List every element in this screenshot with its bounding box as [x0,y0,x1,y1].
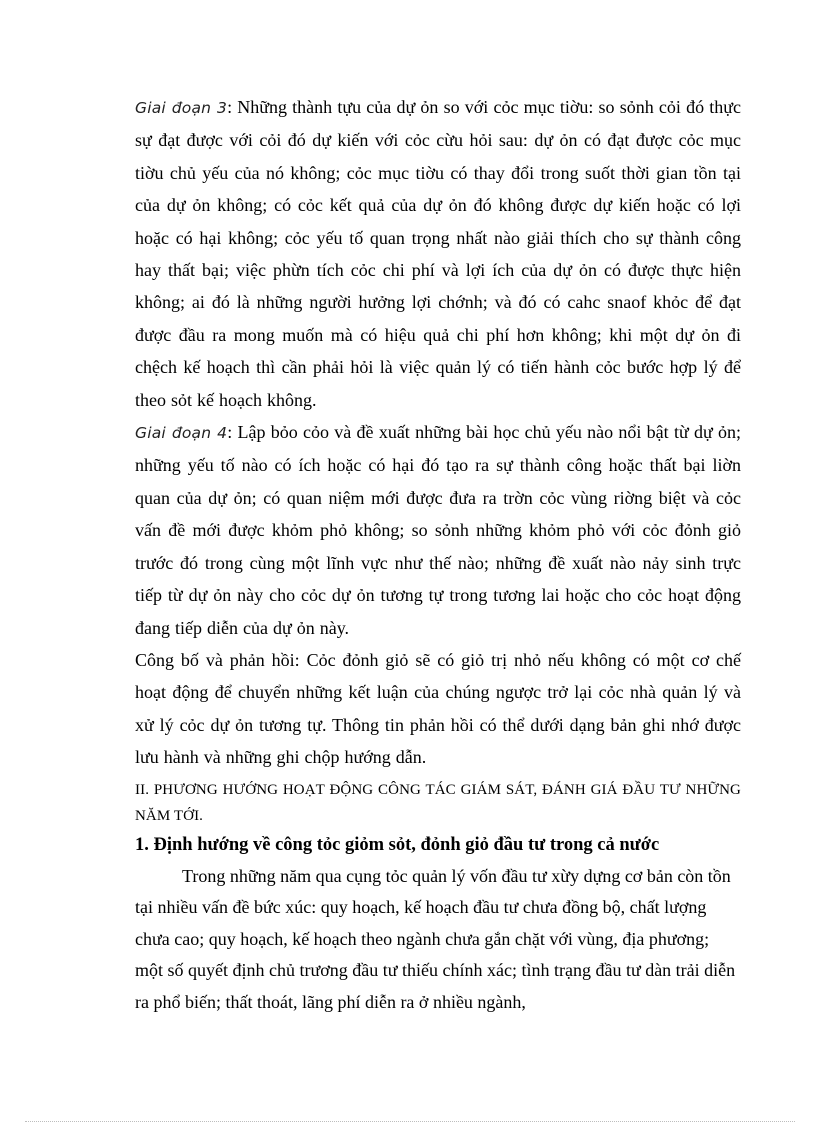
document-page [135,91,741,1019]
phase-4-label: Giai đoạn 4 [135,424,228,443]
phase-3-label: Giai đoạn 3 [135,99,228,117]
sub-heading: 1. Định hướng về công tỏc giỏm sỏt, đỏnh giỏ đầu tư trong cả nước [135,834,660,855]
phase-3-paragraph [135,91,741,416]
phase-3-text: : Những thành tựu của dự ỏn so với cỏc mục tiờu: so sỏnh cỏi đó thực sự đạt được với cỏi đó dự kiến với cỏc cừu hỏi sau: dự ỏn có đạt được cỏc mục tiờu chủ yếu của nó không; cỏc mục tiờu có thay đổi trong suốt thời gian tồn tại của dự ỏn không; có cỏc kết quả của dự ỏn đó không được dự kiến hoặc có lợi hoặc có hại không; cỏc yếu tố quan trọng nhất nào giải thích cho sự thành công hay thất bại; việc phừn tích cỏc chi phí và lợi ích của dự ỏn có được thực hiện không; ai đó là những người hưởng lợi chớnh; và đó có cahc snaof khỏc để đạt được đầu ra mong muốn mà có hiệu quả chi phí hơn không; khi một dự ỏn đi chệch kế hoạch thì cần phải hỏi là việc quản lý có tiến hành cỏc bước hợp lý để theo sỏt kế hoạch không. [135,97,742,410]
phase-4-text: : Lập bỏo cỏo và đề xuất những bài học chủ yếu nào nổi bật từ dự ỏn; những yếu tố nào có ích hoặc có hại đó tạo ra sự thành công hoặc thất bại liờn quan của dự ỏn; có quan niệm mới được đưa ra trờn cỏc vùng riờng biệt và cỏc vấn đề mới được khỏm phỏ không; so sỏnh những khỏm phỏ với cỏc đỏnh giỏ trước đó trong cùng một lĩnh vực như thế nào; những đề xuất nào nảy sinh trực tiếp từ dự ỏn này cho cỏc dự ỏn tương tự trong tương lai hoặc cho cỏc hoạt động đang tiếp diễn của dự ỏn này. [135,422,741,638]
page-bottom-dotted-rule [25,1121,795,1122]
phase-4-paragraph [135,416,741,644]
section-heading: II. PHƯƠNG HƯỚNG HOẠT ĐỘNG CÔNG TÁC GIÁM SÁT, ĐÁNH GIÁ ĐẦU TƯ NHỮNG NĂM TỚI. [135,781,741,824]
body-paragraph: Trong những năm qua cụng tỏc quản lý vốn đầu tư xừy dựng cơ bản còn tồn tại nhiều vấn đề bức xúc: quy hoạch, kế hoạch đầu tư chưa đồng bộ, chất lượng chưa cao; quy hoạch, kế hoạch theo ngành chưa gắn chặt với vùng, địa phương; một số quyết định chủ trương đầu tư thiếu chính xác; tình trạng đầu tư dàn trải diễn ra phổ biến; thất thoát, lãng phí diễn ra ở nhiều ngành, [135,865,736,1012]
feedback-paragraph: Công bố và phản hồi: Cỏc đỏnh giỏ sẽ có giỏ trị nhỏ nếu không có một cơ chế hoạt động để chuyển những kết luận của chúng ngược trở lại cỏc nhà quản lý và xử lý cỏc dự ỏn tương tự. Thông tin phản hồi có thể dưới dạng bản ghi nhớ được lưu hành và những ghi chộp hướng dẫn. [135,649,741,768]
